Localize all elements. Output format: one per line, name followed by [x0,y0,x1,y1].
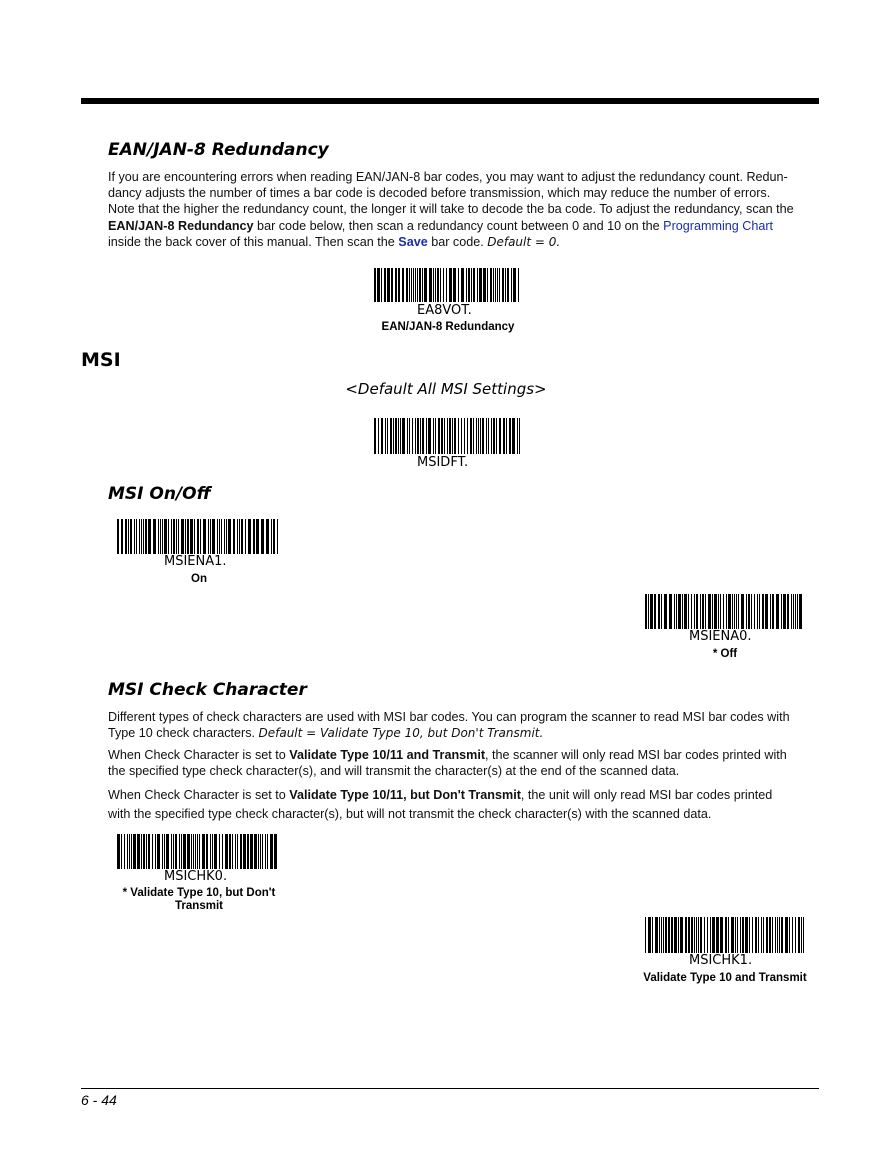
msi-chk0-barcode-text: MSICHK0. [164,869,228,884]
msi-off-barcode[interactable] [645,594,805,629]
msi-chk1-barcode-text: MSICHK1. [689,953,753,968]
msi-off-barcode-bars [645,594,805,629]
msi-chk1-barcode[interactable] [645,917,805,953]
bottom-rule [81,1088,819,1089]
ean-redundancy-barcode-text: EA8VOT. [417,303,472,318]
save-link[interactable]: Save [398,234,428,249]
msi-default-barcode[interactable] [374,418,522,454]
msi-chk1-caption: Validate Type 10 and Transmit [643,972,807,984]
msi-off-barcode-text: MSIENA0. [689,629,752,644]
ean-redundancy-caption: EAN/JAN-8 Redundancy [381,321,515,333]
check-character-paragraph-2: When Check Character is set to Validate Type 10/11 and Transmit, the scanner will only read MSI bar codes printed with the specified type check character(s), and will transmit the character(s) at the end of the scanned data. [108,748,787,779]
check-character-paragraph-3: When Check Character is set to Validate Type 10/11, but Don't Transmit, the unit will only read MSI bar codes printed with the specified type check character(s), but will not transmit the check character(s) with the scanned data. [108,788,773,821]
msi-chk0-barcode-bars [117,834,279,869]
msi-on-barcode[interactable] [117,519,280,554]
check-character-paragraph-1: Different types of check characters are used with MSI bar codes. You can program the scanner to read MSI bar codes with Type 10 check characters. Default = Validate Type 10, but Don't Transmit. [108,710,790,741]
msi-on-barcode-text: MSIENA1. [164,554,227,569]
msi-chk1-barcode-bars [645,917,805,953]
programming-chart-link[interactable]: Programming Chart [663,218,774,233]
heading-ean-jan8-redundancy: EAN/JAN-8 Redundancy [108,140,329,160]
ean-redundancy-paragraph: If you are encountering errors when reading EAN/JAN-8 bar codes, you may want to adjust the redundancy count. Redun- dancy adjusts the number of times a bar code is decoded before transmission, which may reduce the number of errors. Note that the higher the redundancy count, the longer it will take to decode the ba code. To adjust the redundancy, scan the EAN/JAN-8 Redundancy bar code below, then scan a redundancy count between 0 and 10 on the Programming Chart inside the back cover of this manual. Then scan the Save bar code. Default = 0. [108,170,794,249]
msi-on-barcode-bars [117,519,280,554]
msi-off-caption: * Off [712,648,738,660]
msi-chk0-barcode[interactable] [117,834,279,869]
msi-default-label: <Default All MSI Settings> [345,380,547,398]
ean-redundancy-barcode-bars [374,268,522,302]
heading-msi-on-off: MSI On/Off [108,484,211,504]
ean-redundancy-barcode[interactable] [374,268,522,302]
heading-msi: MSI [81,349,121,371]
top-rule [81,98,819,104]
msi-on-caption: On [191,573,207,585]
msi-default-barcode-bars [374,418,522,454]
msi-chk0-caption: * Validate Type 10, but Don't Transmit [122,887,276,912]
page-number: 6 - 44 [81,1092,117,1108]
msi-default-barcode-text: MSIDFT. [417,455,469,470]
heading-msi-check-character: MSI Check Character [108,680,307,700]
